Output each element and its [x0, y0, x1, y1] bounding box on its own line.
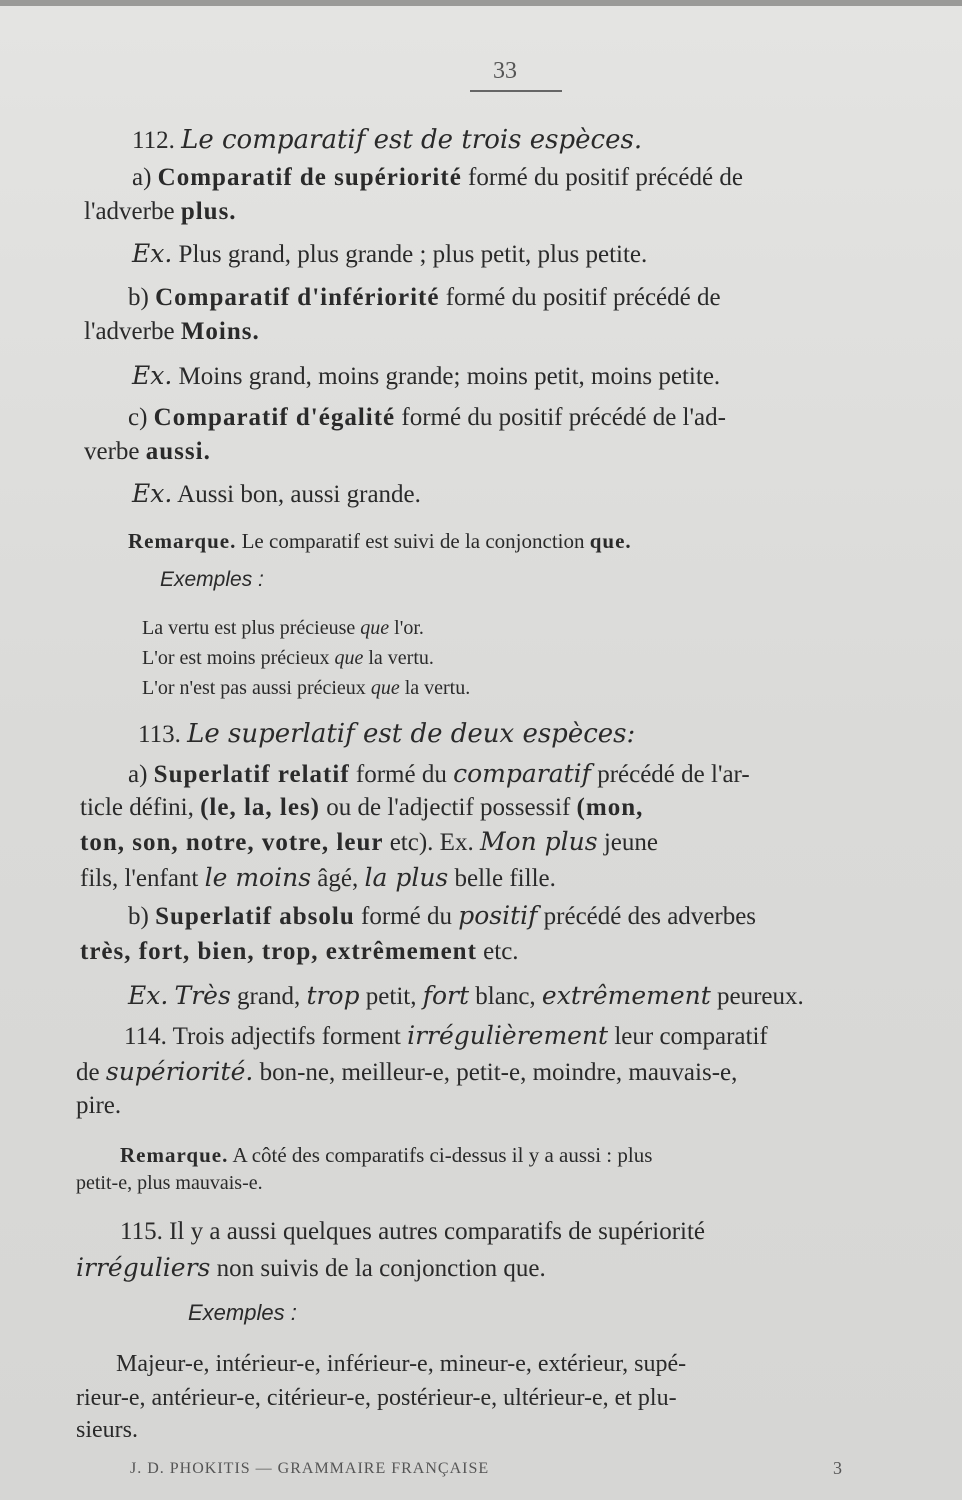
- term-bold: Superlatif relatif: [153, 761, 350, 788]
- remarque-2-line2: petit-e, plus mauvais-e.: [76, 1172, 263, 1194]
- text: jeune: [603, 829, 658, 856]
- text: âgé,: [317, 865, 359, 892]
- text: ou de l'adjectif possessif: [326, 794, 571, 821]
- text: peureux.: [717, 983, 804, 1010]
- section-number: 115.: [120, 1218, 163, 1245]
- superlatif-absolu-line2: [80, 936, 519, 968]
- section-number: 114.: [124, 1023, 167, 1050]
- text: la vertu.: [368, 647, 434, 669]
- page-number: 33: [493, 58, 517, 84]
- term-bold: Moins.: [180, 318, 260, 345]
- example-sentence: [142, 674, 470, 702]
- remarque-1: [128, 528, 632, 554]
- superlatif-relatif-line2: [80, 792, 643, 824]
- superlatif-relatif-line: [128, 758, 750, 791]
- term-italic: extrêmement: [541, 981, 711, 1010]
- term-bold: ton, son, notre, votre, leur: [80, 829, 384, 856]
- ex-label: Ex.: [132, 361, 173, 390]
- ex-label: Ex.: [132, 479, 173, 508]
- irregular-examples-line1: Majeur-e, intérieur-e, inférieur-e, mineur-e, extérieur, supé-: [116, 1351, 687, 1377]
- term-italic: comparatif: [453, 759, 591, 788]
- superlatif-example: [128, 980, 804, 1013]
- term-italic: irréguliers: [76, 1253, 211, 1282]
- comparatif-superiorite-line2: [84, 196, 237, 228]
- page-number-rule: [470, 90, 562, 92]
- section-title: Le superlatif est de deux espèces:: [187, 719, 636, 749]
- text: Trois adjectifs forment: [172, 1023, 401, 1050]
- term-bold: aussi.: [145, 438, 211, 465]
- term-bold: que.: [589, 529, 632, 553]
- text: l'adverbe: [84, 318, 175, 345]
- text: formé du positif précédé de l'ad-: [401, 404, 726, 431]
- example-sentence: [142, 644, 434, 672]
- section-114-line1: [124, 1020, 768, 1053]
- section-113-heading: [138, 718, 635, 751]
- term-bold: (mon,: [576, 794, 644, 821]
- section-114-line2: [76, 1056, 737, 1089]
- term-bold: très, fort, bien, trop, extrêmement: [80, 938, 477, 965]
- term-bold: Comparatif d'infériorité: [155, 284, 440, 311]
- comparatif-inferiorite-line2: [84, 316, 260, 348]
- text: Moins grand, moins grande; moins petit, moins petite.: [178, 363, 721, 390]
- que-italic: que: [334, 647, 364, 669]
- term-bold: plus.: [180, 198, 237, 225]
- superlatif-relatif-line4: [80, 862, 556, 895]
- term-italic: fort: [422, 981, 470, 1010]
- section-112-heading: [132, 124, 642, 157]
- text: verbe: [84, 438, 140, 465]
- exemples-heading-1: Exemples :: [160, 568, 264, 591]
- text: bon-ne, meilleur-e, petit-e, moindre, mauvais-e,: [259, 1059, 738, 1086]
- que-italic: que: [370, 677, 400, 699]
- text: formé du positif précédé de: [445, 284, 721, 311]
- text: non suivis de la conjonction que.: [216, 1255, 546, 1282]
- text: A côté des comparatifs ci-dessus il y a aussi : plus: [232, 1143, 653, 1167]
- item-label: b): [128, 284, 149, 311]
- term-bold: (le, la, les): [200, 794, 321, 821]
- irregular-examples-line3: sieurs.: [76, 1417, 138, 1443]
- page-edge: [0, 0, 962, 6]
- superlatif-absolu-line: [128, 900, 756, 933]
- text: précédé de l'ar-: [597, 761, 750, 788]
- text: etc.: [483, 938, 519, 965]
- exemples-heading-2: Exemples :: [188, 1300, 297, 1325]
- section-title: Le comparatif est de trois espèces.: [181, 125, 643, 155]
- remarque-label: Remarque.: [120, 1143, 229, 1167]
- text: ticle défini,: [80, 794, 194, 821]
- section-114-line3: pire.: [76, 1092, 122, 1119]
- text: formé du: [361, 903, 452, 930]
- section-number: 113.: [138, 721, 181, 748]
- section-number: 112.: [132, 127, 175, 154]
- term-italic: supériorité.: [105, 1057, 254, 1086]
- section-115-line2: [76, 1252, 546, 1285]
- comparatif-egalite-line2: [84, 436, 211, 468]
- text: formé du: [355, 761, 447, 788]
- text: Il y a aussi quelques autres comparatifs de supériorité: [169, 1218, 706, 1245]
- example-2: [132, 360, 720, 393]
- text: l'or.: [394, 617, 424, 639]
- item-label: c): [128, 404, 148, 431]
- ex-label: Ex.: [132, 239, 173, 268]
- text: formé du positif précédé de: [468, 164, 743, 191]
- item-label: b): [128, 903, 149, 930]
- term-bold: Superlatif absolu: [155, 903, 355, 930]
- term-italic: trop: [306, 981, 360, 1010]
- text: La vertu est plus précieuse: [142, 617, 356, 639]
- term-bold: Comparatif d'égalité: [153, 404, 396, 431]
- text: l'adverbe: [84, 198, 175, 225]
- footer-signature: J. D. PHOKITIS — GRAMMAIRE FRANÇAISE: [130, 1460, 490, 1477]
- text: fils, l'enfant: [80, 865, 199, 892]
- term-italic: Mon plus: [479, 827, 598, 856]
- example-sentence: [142, 614, 424, 642]
- comparatif-egalite-line: [128, 402, 726, 434]
- text: grand,: [237, 983, 301, 1010]
- text: leur comparatif: [614, 1023, 768, 1050]
- text: précédé des adverbes: [543, 903, 757, 930]
- term-italic: irrégulièrement: [407, 1021, 609, 1050]
- term-italic: le moins: [204, 863, 312, 892]
- item-label: a): [128, 761, 148, 788]
- term-italic: Très: [174, 981, 231, 1010]
- comparatif-inferiorite-line: [128, 282, 721, 314]
- irregular-examples-line2: rieur-e, antérieur-e, citérieur-e, postérieur-e, ultérieur-e, et plu-: [76, 1385, 677, 1411]
- text: de: [76, 1059, 100, 1086]
- text: L'or n'est pas aussi précieux: [142, 677, 366, 699]
- section-115-line1: [120, 1216, 705, 1248]
- term-italic: positif: [458, 901, 538, 930]
- text: Plus grand, plus grande ; plus petit, plus petite.: [178, 241, 648, 268]
- text: la vertu.: [404, 677, 471, 699]
- text: petit,: [365, 983, 417, 1010]
- term-italic: la plus: [364, 863, 449, 892]
- que-italic: que: [360, 617, 390, 639]
- example-3: [132, 478, 421, 511]
- term-bold: Comparatif de supériorité: [157, 164, 462, 191]
- text: Aussi bon, aussi grande.: [177, 481, 421, 508]
- text: etc). Ex.: [389, 829, 474, 856]
- item-label: a): [132, 164, 152, 191]
- sheet-number: 3: [833, 1458, 842, 1478]
- text: blanc,: [475, 983, 536, 1010]
- text: belle fille.: [454, 865, 556, 892]
- remarque-2: [120, 1142, 652, 1168]
- superlatif-relatif-line3: [80, 826, 658, 859]
- text: Le comparatif est suivi de la conjonction: [241, 529, 585, 553]
- comparatif-superiorite-line: [132, 162, 743, 194]
- example-1: [132, 238, 647, 271]
- remarque-label: Remarque.: [128, 529, 237, 553]
- text: L'or est moins précieux: [142, 647, 330, 669]
- ex-label: Ex.: [128, 981, 169, 1010]
